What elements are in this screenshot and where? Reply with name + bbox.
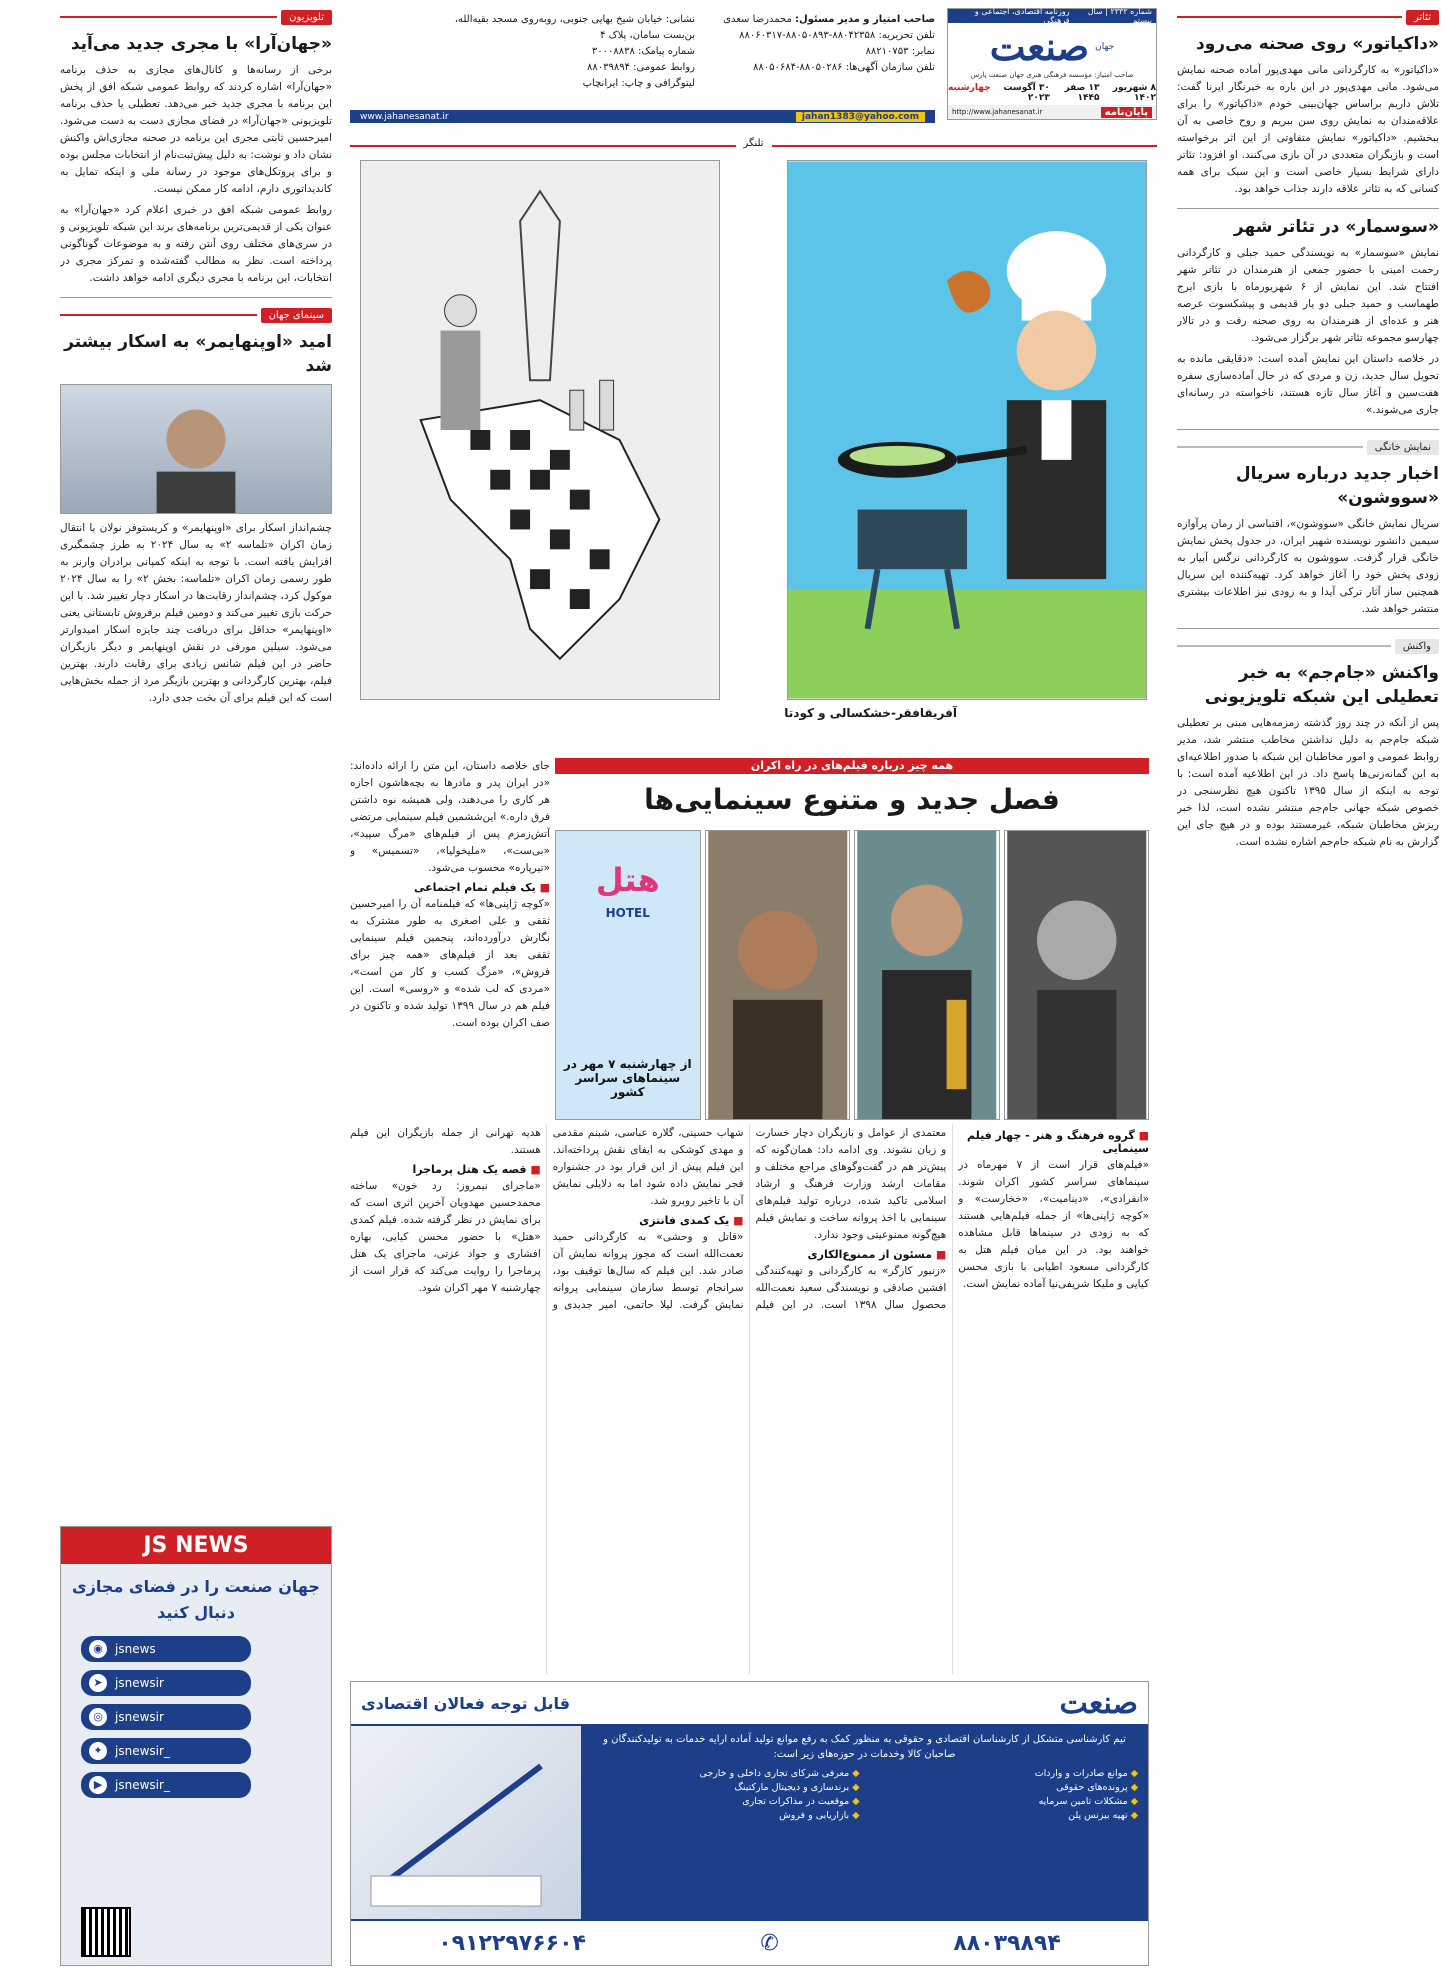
weekday: چهارشنبه <box>948 83 991 93</box>
promo-title: JS NEWS <box>61 1527 331 1564</box>
portrait-photo[interactable] <box>60 384 332 514</box>
poster-title-en: HOTEL <box>605 906 650 920</box>
ad-item: ◆ برندسازی و دیجیتال مارکتینگ <box>591 1782 860 1793</box>
pr-tel: روابط عمومی: ۸۸۰۳۹۸۹۴ <box>586 62 695 73</box>
cartoon-header <box>350 138 1157 154</box>
body-paragraph: «فیلم‌های قرار است از ۷ مهرماه در سینماهای سراسر کشور اکران شوند. «انفرادی»، «دینامیت»، «خخارست» و «کوچه ژاپنی‌ها» از جمله فیلم‌هایی هستند که به زودی در سینماها قابل مشاهده خواهند بود. در این میان فیلم هتل به کارگردانی مسعود اطیابی با بازی محسن کیایی و ملیکا شریفی‌نیا آماده نمایش است. <box>958 1159 1149 1290</box>
article-suvashun <box>1177 462 1439 629</box>
social-link-twitter[interactable] <box>81 1738 251 1764</box>
cartoon-section: تلنگر <box>735 138 771 149</box>
masthead-issue: شماره ۲۳۳۲ | سال بیستم <box>1087 7 1152 25</box>
article-title[interactable]: «جهان‌آرا» با مجری جدید می‌آید <box>70 34 332 54</box>
phone-icon: ✆ <box>760 1930 779 1956</box>
chess-africa-illustration <box>361 161 719 699</box>
poster-title: هتل <box>595 861 660 899</box>
article-title[interactable]: امید «اوپنهایمر» به اسکار بیشتر شد <box>64 332 332 376</box>
ad-phone-mobile[interactable]: ۰۹۱۲۲۹۷۶۶۰۴ <box>438 1930 586 1956</box>
masthead-site[interactable]: http://www.jahanesanat.ir <box>952 108 1043 116</box>
article-oppenheimer <box>60 330 332 707</box>
ad-phone-landline[interactable]: ۸۸۰۳۹۸۹۴ <box>953 1930 1061 1956</box>
ad-item: ◆ موانع صادرات و واردات <box>870 1768 1139 1779</box>
editorial-tel: تلفن تحریریه: ۸۸۰۴۲۳۵۸-۸۸۰۵۰۸۹۳-۸۸۰۶۰۳۱۷ <box>739 30 935 41</box>
ad-item: ◆ بازاریابی و فروش <box>591 1810 860 1821</box>
url-bar <box>350 110 935 123</box>
middle-area <box>350 0 1157 1974</box>
lead-paragraph: جای خلاصه داستان، این متن را ارائه داده‌اند: «در ایران پدر و مادرها به بچه‌هاشون اجازه هر کاری را می‌دهند، ولی همیشه نوه داشتن فرق داره.» این‌ششمین فیلم سینمایی مرتضی آتش‌زمزم پس از فیلم‌های «مرگ سپید»، «بی‌ست»، «ملیخولیا»، «تسمیس» و «تیرپاره» محسوب می‌شود. <box>350 760 550 874</box>
imprint-row <box>350 12 935 92</box>
ad-image <box>351 1726 581 1919</box>
article-body: «داکیاتور» به کارگردانی مانی مهدی‌پور آماده صحنه نمایش می‌شود. مانی مهدی‌پور در این باره به خبرنگار ایرنا گفت: تلاش داریم براساس جهان‌بینی خودم «داکیاتور» را برای علاقه‌مندان به نمایش روی سن ببریم و روح خاصی به آن ببخشیم. «داکیاتور» نمایش متفاوتی از این اثر برخواسته است و بازیگران متعددی در آن بازی می‌کنند. او افزود: تئاتر دارای شرایط بسیار خاصی است و این سبک برای همه کسانی که به تئاتر علاقه دارند جذاب خواهد بود. <box>1177 64 1439 195</box>
article-body: روابط عمومی شبکه افق در خبری اعلام کرد «جهان‌آرا» به عنوان یکی از قدیمی‌ترین برنامه‌های برند این شبکه تلویزیونی و در سری‌های مختلف روی آنتن رفته و به موضوعات گوناگونی پرداخته است. نظر به مطالب گفته‌شده و تمرکز مجری در انتخابات، این برنامه با مجری دیگری ادامه خواهد داشت. <box>60 204 332 284</box>
rubric-line <box>1177 16 1402 18</box>
article-body: سریال نمایش خانگی «سووشون»، اقتباسی از رمان پرآوازه سیمین دانشور نویسنده شهیر ایران، در جدول پخش نمایش خانگی قرار گرفت. سووشون به کارگردانی نرگس آبیار به زودی پخش خود را آغاز خواهد کرد. تهیه‌کننده این سریال همچنین ساز آثار ترکی آیدا و به زودی نیز اطلاعات بیشتری منتشر خواهد شد. <box>1177 518 1439 615</box>
ad-item: ◆ تهیه بیزنس پلن <box>870 1810 1139 1821</box>
masthead-prefix: جهان <box>1095 42 1115 52</box>
ad-phones <box>351 1919 1148 1965</box>
rubric-label: نمایش خانگی <box>1367 440 1439 455</box>
social-handle: jsnewsir_ <box>115 1778 170 1792</box>
article-jamejam <box>1177 661 1439 851</box>
hotel-poster[interactable] <box>555 830 701 1120</box>
date-persian: ۸ شهریور ۱۴۰۲ <box>1112 83 1156 103</box>
ad-item: ◆ معرفی شرکای تجاری داخلی و خارجی <box>591 1768 860 1779</box>
article-body: پس از آنکه در چند روز گذشته زمزمه‌هایی مبنی بر تعطیلی شبکه جام‌جم به دلیل نداشتن مخاطب منتشر شد، مدیر روابط عمومی و امور مخاطبان این شبکه با صدور اطلاعیه‌ای به این گمانه‌زنی‌ها پاسخ داد. در این اطلاعیه آمده است: با توجه به اینکه از سال ۱۳۹۵ تاکنون هیچ نظرسنجی در خصوص شبکه جهانی جام‌جم منتشر نشده است، لذا خبر ریزش مخاطبان شبکه، غیرمستند بوده و در هیچ جای این گزارش به نام شبکه جام‌جم اشاره نشده است. <box>1177 717 1439 848</box>
ad-item: ◆ مشکلات تامین سرمایه <box>870 1796 1139 1807</box>
feature-photos <box>555 830 1149 1120</box>
article-jahanara <box>60 32 332 298</box>
ad-item: ◆ موقعیت در مذاکرات تجاری <box>591 1796 860 1807</box>
rubric-line <box>1177 645 1391 647</box>
owner-name: محمدرضا سعدی <box>723 14 792 25</box>
subhead: ■ مسئون از ممنوع‌الکاری <box>756 1248 947 1261</box>
fax: نمابر: ۸۸۲۱۰۷۵۳ <box>865 46 935 57</box>
instagram-icon: ◎ <box>89 1708 107 1726</box>
social-promo[interactable] <box>60 1526 332 1966</box>
advertisement[interactable] <box>350 1681 1149 1966</box>
twitter-icon: ✦ <box>89 1742 107 1760</box>
article-title[interactable]: «سوسمار» در تئاتر شهر <box>1233 217 1439 237</box>
cartoon-area <box>350 160 1157 720</box>
ads-tel: تلفن سازمان آگهی‌ها: ۸۸۰۵۰۲۸۶-۸۸۰۵۰۶۸۴ <box>752 62 935 73</box>
article-title[interactable]: اخبار جدید درباره سریال «سووشون» <box>1235 464 1439 508</box>
social-link-telegram[interactable] <box>81 1670 251 1696</box>
imprint-col <box>425 12 695 92</box>
feature-kicker: همه چیز درباره فیلم‌های در راه اکران <box>555 758 1149 774</box>
article-title[interactable]: واکنش «جام‌جم» به خبر تعطیلی این شبکه تلویزیونی <box>1204 663 1439 707</box>
printer: لیتوگرافی و چاپ: ایرانچاپ <box>582 78 695 89</box>
rubric-theatre <box>1177 8 1439 26</box>
address: نشانی: خیابان شیخ بهایی جنوبی، روبه‌روی مسجد بقیه‌الله، بن‌بست سامان، پلاک ۴ <box>454 14 695 41</box>
rubric-home-video <box>1177 438 1439 456</box>
rubric-label: سینمای جهان <box>261 308 332 323</box>
promo-text: جهان صنعت را در فضای مجازی دنبال کنید <box>72 1577 320 1622</box>
article-body: در خلاصه داستان این نمایش آمده است: «دقایقی مانده به تحویل سال جدید، زن و مردی که در حال آماده‌سازی سفره هفت‌سین و آغاز سال تازه هستند، ناخواسته در رسانه‌ای جاری می‌شوند.» <box>1177 353 1439 416</box>
social-handle: jsnewsir <box>115 1710 164 1724</box>
pm-badge: پایان‌نامه <box>1101 107 1152 118</box>
body-paragraph: «کوچه ژاپنی‌ها» که فیلمنامه آن را امیرحسین ثقفی و علی اصغری به طور مشترک به نگارش درآورده‌اند، پنجمین فیلم سینمایی ثقفی بعد از فیلم‌های «همه چیز برای فروش»، «مرگ کسب و کار من است»، «مردی که لب شده» و «روسی» است. این فیلم هم در سال ۱۳۹۹ تولید شده و تاکنون در صف اکران بوده است. <box>350 898 551 1029</box>
social-handle: jsnews <box>115 1642 156 1656</box>
poster-release: از چهارشنبه ۷ مهر در سینماهای سراسر کشور <box>563 1057 692 1099</box>
feature-lead <box>350 758 550 1118</box>
ad-logo: صنعت <box>1059 1685 1138 1721</box>
masthead-tagline: روزنامه اقتصادی، اجتماعی و فرهنگی <box>974 7 1070 25</box>
masthead-bottom <box>948 105 1156 119</box>
masthead-sub: صاحب امتیاز: مؤسسه فرهنگی هنری جهان صنعت پارس <box>970 71 1134 79</box>
imprint-col <box>705 12 935 92</box>
rubric-tv <box>60 8 332 26</box>
singer-photo <box>855 831 999 1119</box>
social-link-instagram[interactable] <box>81 1704 251 1730</box>
old-man-photo <box>1005 831 1149 1119</box>
article-dakiator <box>1177 32 1439 209</box>
date-gregorian: ۳۰ آگوست ۲۰۲۳ <box>1003 83 1050 103</box>
photo-old-man[interactable] <box>1004 830 1150 1120</box>
social-links <box>61 1636 331 1798</box>
ad-header <box>351 1682 1148 1726</box>
feature-title[interactable]: فصل جدید و متنوع سینمایی‌ها <box>644 783 1060 816</box>
article-susmar <box>1177 215 1439 430</box>
ad-description: تیم کارشناسی متشکل از کارشناسان اقتصادی و حقوقی به منظور کمک به رفع موانع تولید آماده ارایه خدمات به تولیدکنندگان و صاحبان کالا وخدمات در حوزه‌های زیر است: <box>603 1734 1126 1760</box>
rubric-world-cinema <box>60 306 332 324</box>
photo-actor[interactable] <box>705 830 851 1120</box>
actor-photo <box>706 831 850 1119</box>
youtube-icon: ▶ <box>89 1776 107 1794</box>
date-hijri: ۱۳ صفر ۱۴۴۵ <box>1064 83 1100 103</box>
masthead <box>947 8 1157 120</box>
cartoon-chef[interactable] <box>787 160 1147 700</box>
rubric-line <box>1177 446 1363 448</box>
body-paragraph: معتمدی از عوامل و بازیگران دچار خسارت و زیان نشوند. وی ادامه داد: همان‌گونه که پیش‌تر هم در گفت‌وگوهای مراجع مختلف و مقامات ارشد وزارت فرهنگ و ارشاد اسلامی تاکید شده، درباره تولید فیلم‌های سینمایی با اخذ پروانه ساخت و نمایش فیلم هیچ‌گونه ممنوعیتی وجود ندارد. <box>755 1127 947 1241</box>
imprint-block <box>350 12 935 92</box>
right-column <box>1177 0 1439 1974</box>
rubric-label: واکنش <box>1395 639 1439 654</box>
article-body: چشم‌انداز اسکار برای «اوپنهایمر» و کریستوفر نولان با انتقال زمان اکران «تلماسه ۲» به سال ۲۰۲۴ به طرز چشمگیری افزایش یافته است. با توجه به اینکه کمپانی برادران وارنر به طور رسمی زمان اکران «تلماسه: بخش ۲» را به سال ۲۰۲۴ موکول کرد، چشم‌انداز رقابت‌ها در اسکار دچار تغییر شد. با این حرکت بازی تغییر می‌کند و دومین فیلم برفروش تابستانی یعنی «اوپنهایمر» حداقل برای دریافت چند جایزه اسکار امیدوارتر می‌شود. سیلین مورفی در نقش اوپنهایمر و دیگر بازیگران حاضر در این فیلم شانس زیادی برای رقابت دارند. بهترین فیلم، بهترین کارگردانی و بهترین بازیگر مرد از جمله بخش‌هایی است که این فیلم برای آن بخت جدی دارد. <box>60 522 332 704</box>
owner-label: صاحب امتیاز و مدیر مسئول: <box>795 14 935 25</box>
email[interactable]: jahan1383@yahoo.com <box>796 112 925 122</box>
masthead-strip <box>948 9 1156 23</box>
rubric-line <box>60 16 277 18</box>
rubric-label: تئاتر <box>1406 10 1439 25</box>
photo-singer[interactable] <box>854 830 1000 1120</box>
article-body: نمایش «سوسمار» به نویسندگی حمید جبلی و کارگردانی رحمت امینی با حضور جمعی از هنرمندان در تئاتر شهر افتتاح شد. این نمایش از ۶ شهریورماه با بازی ایرج طهماسب و حمید جبلی دو یار قدیمی و پیشکسوت عرصه هنر و عده‌ای از هنرمندان به روی صحنه رفت و در تالار چهارسو مجموعه تئاتر شهر برگزار می‌شود. <box>1177 247 1439 344</box>
masthead-name: صنعت <box>989 24 1090 69</box>
portrait-illustration <box>61 385 331 513</box>
article-body: برخی از رسانه‌ها و کانال‌های مجازی به حذف برنامه «جهان‌آرا» اشاره کردند که روابط عمومی شبکه افق از پخش این برنامه با مجری جدید خبر می‌دهد. تعطیلی یا حذف برنامه تلویزیونی «جهان‌آرا» در فضای مجازی دست به دست می‌شود. امیرحسین ثابتی مجری این برنامه در صحنه مجازی‌اش واکنش نشان داد و نوشت: به دلیل پیش‌ثبت‌نام از انتخابات مجلس بوده و برای پروتکل‌های موجود در رسانه ملی و اینکه تمایل به کاندیداتوری دارم، ادامه کار ممکن نیست. <box>60 64 332 195</box>
body-paragraph: «زنبور کارگر» به کارگردانی و تهیه‌کنندگی افشین صادقی و نویسندگی سعید نعمت‌الله محصول سال ۱۳۹۸ است. در این فیلم شهاب حسینی، گلاره عباسی، شبنم مقدمی و مهدی کوشکی به ایفای نقش پرداخته‌اند. این فیلم پیش از این قرار بود در جشنواره فجر نمایش داده شود اما به دلایلی نمایش آن با تاخیر روبرو شد. <box>552 1127 947 1311</box>
social-handle: jsnewsir <box>115 1676 164 1690</box>
sms: شماره پیامک: ۳۰۰۰۸۸۳۸ <box>591 46 695 57</box>
social-handle: jsnewsir_ <box>115 1744 170 1758</box>
pen-hand-icon <box>351 1726 581 1921</box>
cartoon-chess[interactable] <box>360 160 720 700</box>
social-link-aparat[interactable] <box>81 1636 251 1662</box>
rubric-label: تلویزیون <box>281 10 332 25</box>
telegram-icon: ➤ <box>89 1674 107 1692</box>
chef-cartoon-illustration <box>788 161 1146 699</box>
masthead-logo[interactable] <box>948 23 1156 71</box>
ad-item: ◆ پرونده‌های حقوقی <box>870 1782 1139 1793</box>
subhead: ■ یک فیلم تمام اجتماعی <box>350 881 550 894</box>
ad-main <box>351 1726 1148 1919</box>
aparat-icon: ◉ <box>89 1640 107 1658</box>
social-link-youtube[interactable] <box>81 1772 251 1798</box>
subhead: ■ یک کمدی فانتزی <box>553 1214 744 1227</box>
ad-title-header: قابل توجه فعالان اقتصادی <box>361 1693 570 1713</box>
rubric-line <box>60 314 257 316</box>
left-column <box>60 0 332 1974</box>
body-paragraph: «ماجرای نیمروز: رد خون» ساخته محمدحسین مهدویان آخرین اثری است که برای نمایش در نظر گرفته شده. فیلم کمدی «هتل» با حضور محسن کیایی، بهاره افشاری و جواد عزتی، ماجرای یک هتل پرماجرا را روایت می‌کند که قرار است از چهارشنبه ۷ مهر اکران شود. <box>350 1180 541 1294</box>
site-url[interactable]: www.jahanesanat.ir <box>360 111 449 122</box>
ad-body <box>581 1726 1148 1919</box>
feature-body <box>350 1125 1149 1674</box>
masthead-dates <box>948 83 1156 103</box>
rubric-reaction <box>1177 637 1439 655</box>
ad-services <box>591 1768 1138 1821</box>
body-paragraph: «قاتل و وحشی» به کارگردانی حمید نعمت‌الله است که مجوز پروانه نمایش آن صادر شد. این فیلم که سال‌ها توقیف بود، سرانجام توسط سازمان سینمایی پروانه نمایش گرفت. لیلا حاتمی، امیر جدیدی و هدیه تهرانی از جمله بازیگران این فیلم هستند. <box>350 1127 744 1311</box>
subhead: ■ قصه یک هتل پرماجرا <box>350 1163 541 1176</box>
subhead: ■ گروه فرهنگ و هنر - چهار فیلم سینمایی <box>958 1129 1149 1155</box>
cartoon-caption: آفریقافقر-خشکسالی و کودتا <box>784 706 957 720</box>
article-title[interactable]: «داکیاتور» روی صحنه می‌رود <box>1196 34 1439 54</box>
qr-code[interactable] <box>81 1907 131 1957</box>
